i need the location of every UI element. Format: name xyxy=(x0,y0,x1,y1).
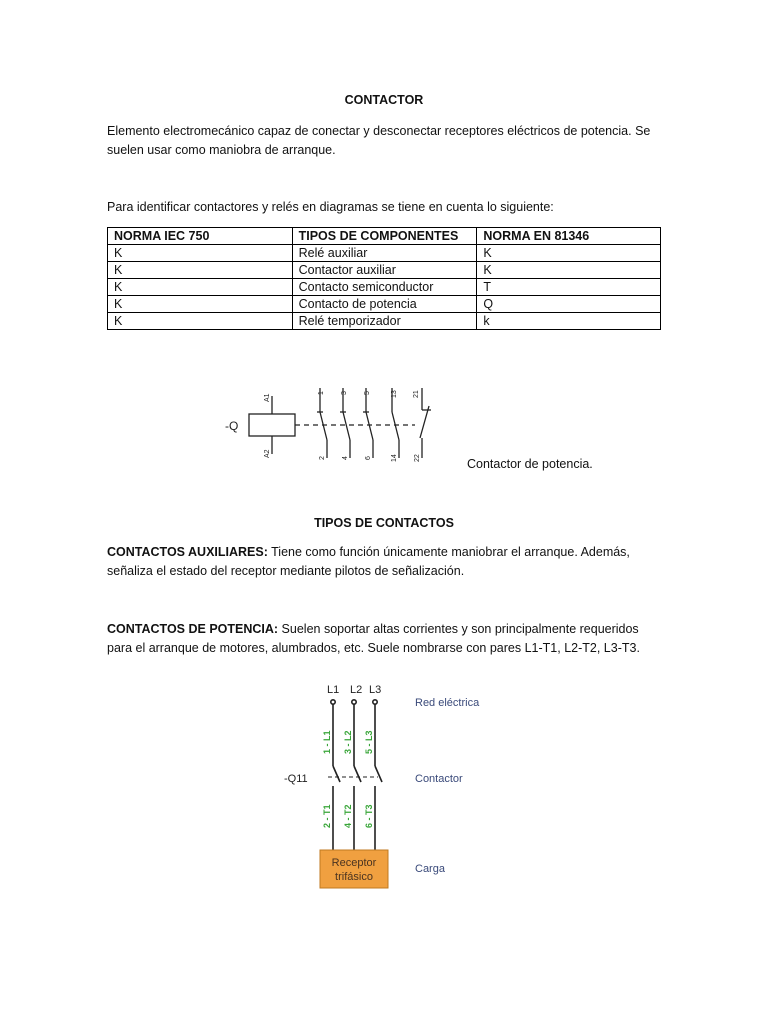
table-cell: K xyxy=(477,262,661,279)
terminal-label: 14 xyxy=(391,454,398,462)
contactor-label: -Q xyxy=(225,419,239,433)
table-row xyxy=(108,279,661,296)
potencia-paragraph xyxy=(107,620,667,658)
table-row xyxy=(108,296,661,313)
table-cell: Contactor auxiliar xyxy=(292,262,477,279)
terminal-label: 3 xyxy=(341,391,348,395)
terminal-label: 2 xyxy=(319,456,326,460)
device-label: -Q11 xyxy=(284,773,308,785)
contactor-symbol-diagram xyxy=(215,380,445,465)
table-cell: Relé temporizador xyxy=(292,313,477,330)
table-row xyxy=(108,313,661,330)
terminal-label: 5 xyxy=(364,391,371,395)
wire-label: 4 - T2 xyxy=(343,804,353,828)
phase-label: L2 xyxy=(350,684,363,696)
table-cell: K xyxy=(477,245,661,262)
phase-label: L3 xyxy=(369,684,382,696)
auxiliares-paragraph xyxy=(107,543,667,581)
terminal-label: 4 xyxy=(342,456,349,460)
potencia-label: CONTACTOS DE POTENCIA: xyxy=(107,622,279,636)
table-cell: K xyxy=(108,279,293,296)
table-header-cell: TIPOS DE COMPONENTES xyxy=(292,228,477,245)
terminal-label: A1 xyxy=(264,393,271,402)
page-title: CONTACTOR xyxy=(344,93,424,107)
table-header-row xyxy=(108,228,661,245)
contactor-side-label: Contactor xyxy=(415,773,463,785)
network-label: Red eléctrica xyxy=(415,697,480,709)
identify-paragraph: Para identificar contactores y relés en diagramas se tiene en cuenta lo siguiente: xyxy=(107,200,554,214)
three-phase-diagram xyxy=(270,678,500,898)
table-cell: K xyxy=(108,296,293,313)
terminal-label: 6 xyxy=(365,456,372,460)
diagram-caption: Contactor de potencia. xyxy=(467,457,593,471)
load-side-label: Carga xyxy=(415,863,445,875)
table-header-cell: NORMA EN 81346 xyxy=(477,228,661,245)
table-cell: K xyxy=(108,245,293,262)
potencia-text: Suelen soportar altas corrientes y son principalmente requeridos para el arranque de motores, alumbrados, etc. Suele nombrarse con pares L1-T1, L2-T2, L3-T3. xyxy=(107,622,640,655)
terminal-label: 21 xyxy=(413,390,420,398)
table-cell: K xyxy=(108,313,293,330)
table-cell: Contacto de potencia xyxy=(292,296,477,313)
wire-label: 2 - T1 xyxy=(322,804,332,828)
terminal-label: 13 xyxy=(391,390,398,398)
terminal-label: 1 xyxy=(318,391,325,395)
auxiliares-label: CONTACTOS AUXILIARES: xyxy=(107,545,268,559)
intro-paragraph: Elemento electromecánico capaz de conectar y desconectar receptores eléctricos de potencia. Se suelen usar como maniobra de arranque. xyxy=(107,124,651,157)
table-cell: Relé auxiliar xyxy=(292,245,477,262)
table-cell: k xyxy=(477,313,661,330)
wire-label: 6 - T3 xyxy=(364,804,374,828)
auxiliares-text: Tiene como función únicamente maniobrar el arranque. Además, señaliza el estado del receptor mediante pilotos de señalización. xyxy=(107,545,630,578)
table-header-cell: NORMA IEC 750 xyxy=(108,228,293,245)
table-row xyxy=(108,245,661,262)
terminal-label: A2 xyxy=(264,449,271,458)
table-cell: T xyxy=(477,279,661,296)
wire-label: 3 - L2 xyxy=(343,730,353,754)
table-cell: Contacto semiconductor xyxy=(292,279,477,296)
table-cell: K xyxy=(108,262,293,279)
table-cell: Q xyxy=(477,296,661,313)
wire-label: 5 - L3 xyxy=(364,730,374,754)
load-label: Receptor xyxy=(331,857,377,869)
table-row xyxy=(108,262,661,279)
wire-label: 1 - L1 xyxy=(322,730,332,754)
load-label: trifásico xyxy=(335,871,373,883)
section-title: TIPOS DE CONTACTOS xyxy=(314,516,454,530)
norm-table xyxy=(107,227,661,330)
phase-label: L1 xyxy=(327,684,340,696)
terminal-label: 22 xyxy=(414,454,421,462)
